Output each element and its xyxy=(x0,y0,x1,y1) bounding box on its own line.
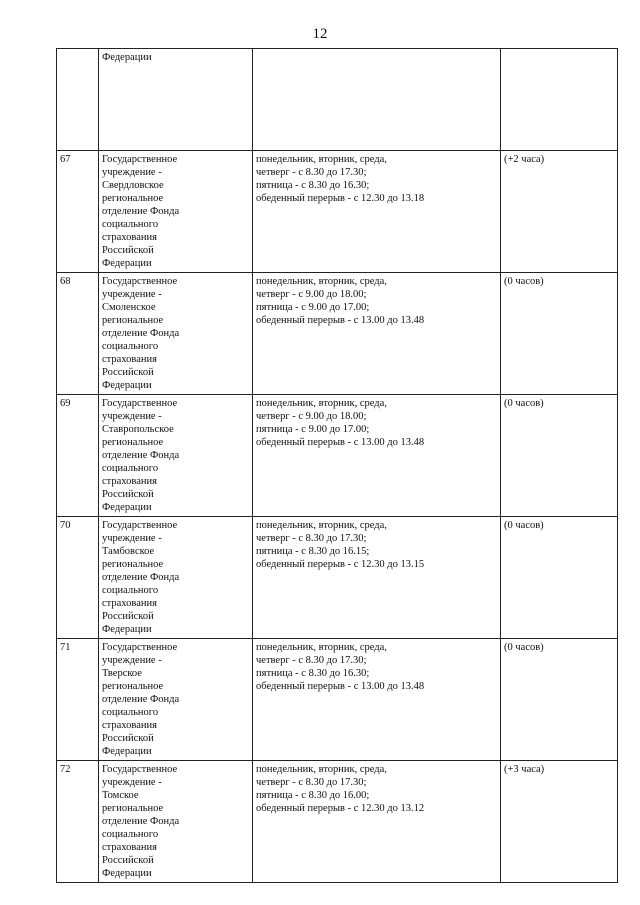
table-row-continued xyxy=(57,49,618,151)
table-row xyxy=(57,761,618,883)
cell-number: 71 xyxy=(57,639,99,761)
cell-organization: Федерации xyxy=(99,49,253,151)
cell-number: 68 xyxy=(57,273,99,395)
cell-number: 72 xyxy=(57,761,99,883)
cell-hours xyxy=(253,49,501,151)
office-hours-table xyxy=(56,48,618,883)
cell-number xyxy=(57,49,99,151)
table-row xyxy=(57,273,618,395)
table-row xyxy=(57,639,618,761)
cell-timezone xyxy=(501,49,618,151)
cell-organization: Государственное учреждение - Смоленское региональное отделение Фонда социального страхования Российской Федерации xyxy=(99,273,253,395)
cell-timezone: (0 часов) xyxy=(501,639,618,761)
table-row xyxy=(57,517,618,639)
page-number: 12 xyxy=(312,26,328,42)
cell-organization: Государственное учреждение - Томское региональное отделение Фонда социального страхования Российской Федерации xyxy=(99,761,253,883)
cell-hours: понедельник, вторник, среда, четверг - с 8.30 до 17.30; пятница - с 8.30 до 16.00; обеденный перерыв - с 12.30 до 13.12 xyxy=(253,761,501,883)
cell-hours: понедельник, вторник, среда, четверг - с 8.30 до 17.30; пятница - с 8.30 до 16.15; обеденный перерыв - с 12.30 до 13.15 xyxy=(253,517,501,639)
cell-organization: Государственное учреждение - Тамбовское региональное отделение Фонда социального страхования Российской Федерации xyxy=(99,517,253,639)
cell-number: 70 xyxy=(57,517,99,639)
cell-hours: понедельник, вторник, среда, четверг - с 9.00 до 18.00; пятница - с 9.00 до 17.00; обеденный перерыв - с 13.00 до 13.48 xyxy=(253,395,501,517)
cell-organization: Государственное учреждение - Ставропольское региональное отделение Фонда социального страхования Российской Федерации xyxy=(99,395,253,517)
table-row xyxy=(57,395,618,517)
cell-timezone: (+3 часа) xyxy=(501,761,618,883)
table-row xyxy=(57,151,618,273)
cell-organization: Государственное учреждение - Свердловское региональное отделение Фонда социального страхования Российской Федерации xyxy=(99,151,253,273)
cell-hours: понедельник, вторник, среда, четверг - с 9.00 до 18.00; пятница - с 9.00 до 17.00; обеденный перерыв - с 13.00 до 13.48 xyxy=(253,273,501,395)
cell-number: 67 xyxy=(57,151,99,273)
cell-timezone: (0 часов) xyxy=(501,517,618,639)
cell-timezone: (0 часов) xyxy=(501,395,618,517)
cell-hours: понедельник, вторник, среда, четверг - с 8.30 до 17.30; пятница - с 8.30 до 16.30; обеденный перерыв - с 13.00 до 13.48 xyxy=(253,639,501,761)
cell-number: 69 xyxy=(57,395,99,517)
cell-timezone: (0 часов) xyxy=(501,273,618,395)
cell-timezone: (+2 часа) xyxy=(501,151,618,273)
cell-organization: Государственное учреждение - Тверское региональное отделение Фонда социального страхования Российской Федерации xyxy=(99,639,253,761)
cell-hours: понедельник, вторник, среда, четверг - с 8.30 до 17.30; пятница - с 8.30 до 16.30; обеденный перерыв - с 12.30 до 13.18 xyxy=(253,151,501,273)
